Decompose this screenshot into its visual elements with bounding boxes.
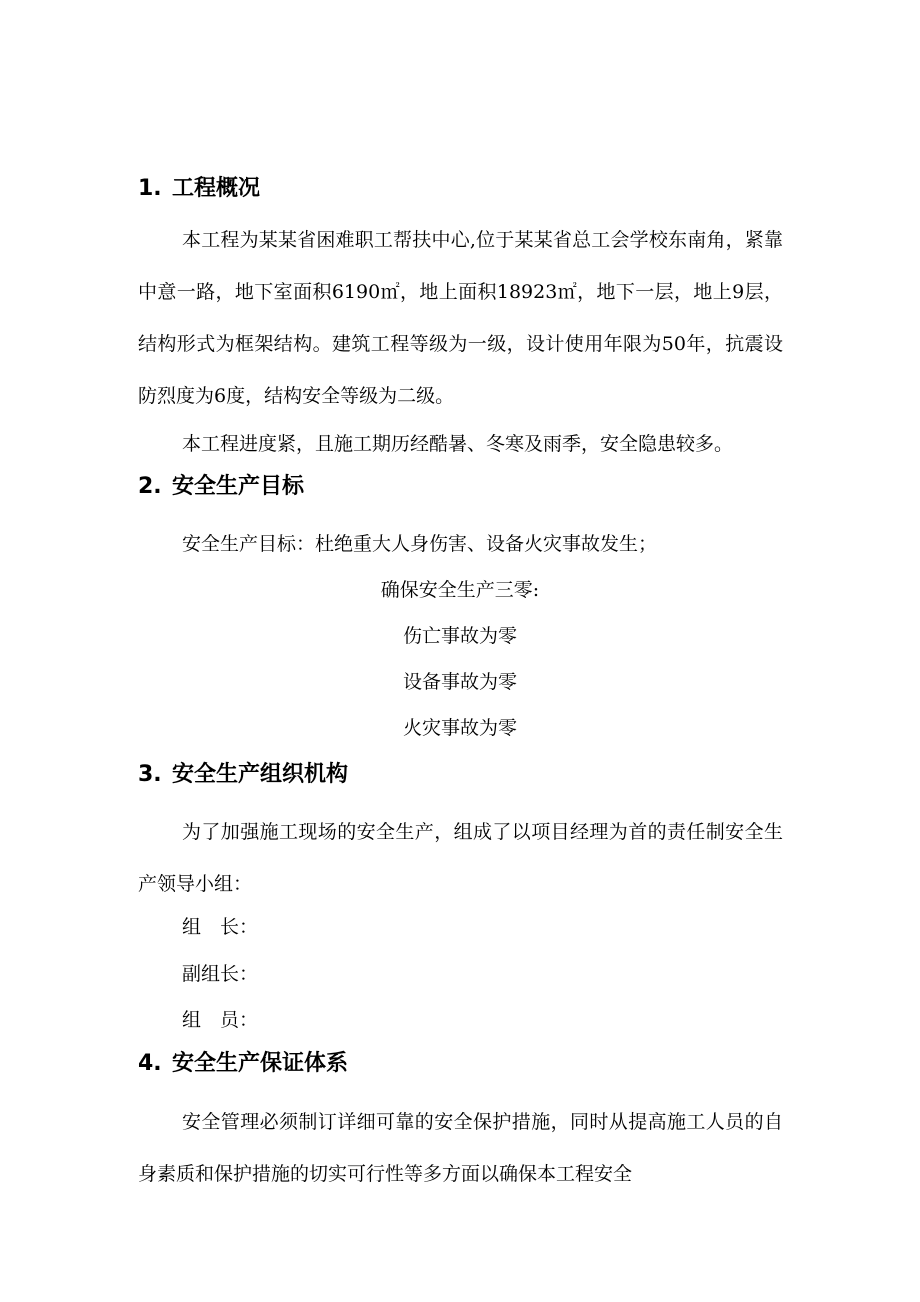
section-4-title: 安全生产保证体系: [172, 1051, 349, 1076]
section-2-heading: [138, 472, 304, 502]
section-1-paragraph-2: 本工程进度紧，且施工期历经酷暑、冬寒及雨季，安全隐患较多。: [182, 433, 734, 455]
section-1-paragraph-1: 本工程为某某省困难职工帮扶中心,位于某某省总工会学校东南角，紧靠中意一路，地下室面积6190㎡，地上面积18923㎡，地下一层，地上9层，结构形式为框架结构。建筑工程等级为一级，设计使用年限为50年，抗震设防烈度为6度，结构安全等级为二级。: [138, 229, 783, 407]
section-2-title: 安全生产目标: [172, 474, 305, 499]
section-1-number: 1.: [138, 176, 162, 201]
section-2-intro: 安全生产目标：杜绝重大人身伤害、设备火灾事故发生；: [182, 533, 658, 555]
section-3-role: 组 长：: [182, 916, 259, 938]
section-1-title: 工程概况: [172, 176, 261, 201]
section-2-item: 设备事故为零: [402, 671, 517, 693]
section-1-heading: [138, 174, 260, 204]
section-4-number: 4.: [138, 1051, 162, 1076]
section-3-heading: [138, 760, 348, 790]
section-3-number: 3.: [138, 762, 162, 787]
section-2-item: 火灾事故为零: [402, 717, 517, 739]
section-2-subtitle: 确保安全生产三零:: [380, 579, 540, 601]
section-3-paragraph: 为了加强施工现场的安全生产，组成了以项目经理为首的责任制安全生产领导小组：: [138, 821, 783, 895]
section-2-number: 2.: [138, 474, 162, 499]
section-4-paragraph: 安全管理必须制订详细可靠的安全保护措施，同时从提高施工人员的自身素质和保护措施的切实可行性等多方面以确保本工程安全: [138, 1111, 783, 1185]
section-2-item: 伤亡事故为零: [402, 625, 517, 647]
section-4-heading: [138, 1049, 348, 1079]
section-3-title: 安全生产组织机构: [172, 762, 349, 787]
section-3-role: 副组长：: [182, 963, 259, 985]
section-3-role: 组 员：: [182, 1009, 259, 1031]
